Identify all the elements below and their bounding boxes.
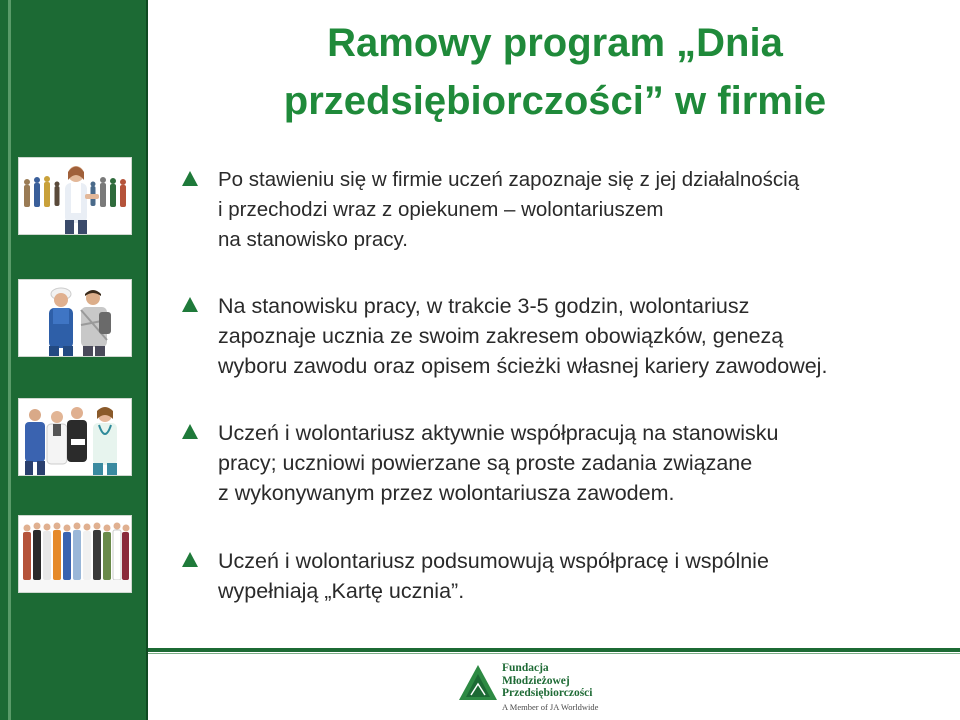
title-line-1: Ramowy program „Dnia: [327, 21, 783, 65]
bullet-text: [218, 418, 778, 508]
bullet-line: pracy; uczniowi powierzane są proste zadania związane: [218, 451, 753, 475]
triangle-bullet-icon: [182, 424, 198, 439]
bullet-line: i przechodzi wraz z opiekunem – wolontariuszem: [218, 198, 664, 221]
professionals-illustration: [19, 399, 131, 475]
footer-divider: [148, 648, 960, 652]
bullet-text: [218, 165, 799, 255]
workers-pair-illustration: [19, 280, 131, 356]
footer-divider-thin: [148, 653, 960, 654]
bullet-line: Uczeń i wolontariusz podsumowują współpracę i wspólnie: [218, 549, 769, 573]
sidebar-edge: [146, 0, 148, 720]
foundation-logo: [458, 662, 628, 716]
triangle-bullet-icon: [182, 297, 198, 312]
bullet-line: Uczeń i wolontariusz aktywnie współpracują na stanowisku: [218, 421, 779, 445]
bullet-text: [218, 291, 827, 381]
page-title: [150, 14, 960, 130]
sidebar-stripe: [8, 0, 11, 720]
uniformed-workers-illustration: [19, 516, 131, 592]
bullet-line: wyboru zawodu oraz opisem ścieżki własnej kariery zawodowej.: [218, 354, 828, 378]
logo-line: Młodzieżowej: [502, 674, 570, 687]
bullet-text: [218, 546, 769, 606]
bullet-line: na stanowisko pracy.: [218, 228, 408, 251]
triangle-bullet-icon: [182, 552, 198, 567]
professionals-photo: [18, 398, 132, 476]
bullet-line: Po stawieniu się w firmie uczeń zapoznaje się z jej działalnością: [218, 168, 800, 191]
logo-line: Przedsiębiorczości: [502, 687, 593, 699]
logo-line: Fundacja: [502, 662, 549, 674]
left-sidebar: [0, 0, 148, 720]
bullet-line: zapoznaje ucznia ze swoim zakresem obowiązków, genezą: [218, 324, 784, 348]
workers-pair-photo: [18, 279, 132, 357]
triangle-bullet-icon: [182, 171, 198, 186]
bullet-line: Na stanowisku pracy, w trakcie 3-5 godzin, wolontariusz: [218, 294, 750, 318]
triangle-logo-icon: [458, 664, 498, 702]
workers-group-photo: [18, 157, 132, 235]
bullet-line: wypełniają „Kartę ucznia”.: [218, 579, 465, 603]
bullet-line: z wykonywanym przez wolontariusza zawodem.: [218, 481, 675, 505]
logo-tagline: A Member of JA Worldwide: [502, 702, 599, 712]
workers-group-illustration: [19, 158, 131, 234]
title-line-2: przedsiębiorczości” w firmie: [283, 79, 827, 123]
logo-name: [502, 662, 592, 700]
uniformed-workers-photo: [18, 515, 132, 593]
